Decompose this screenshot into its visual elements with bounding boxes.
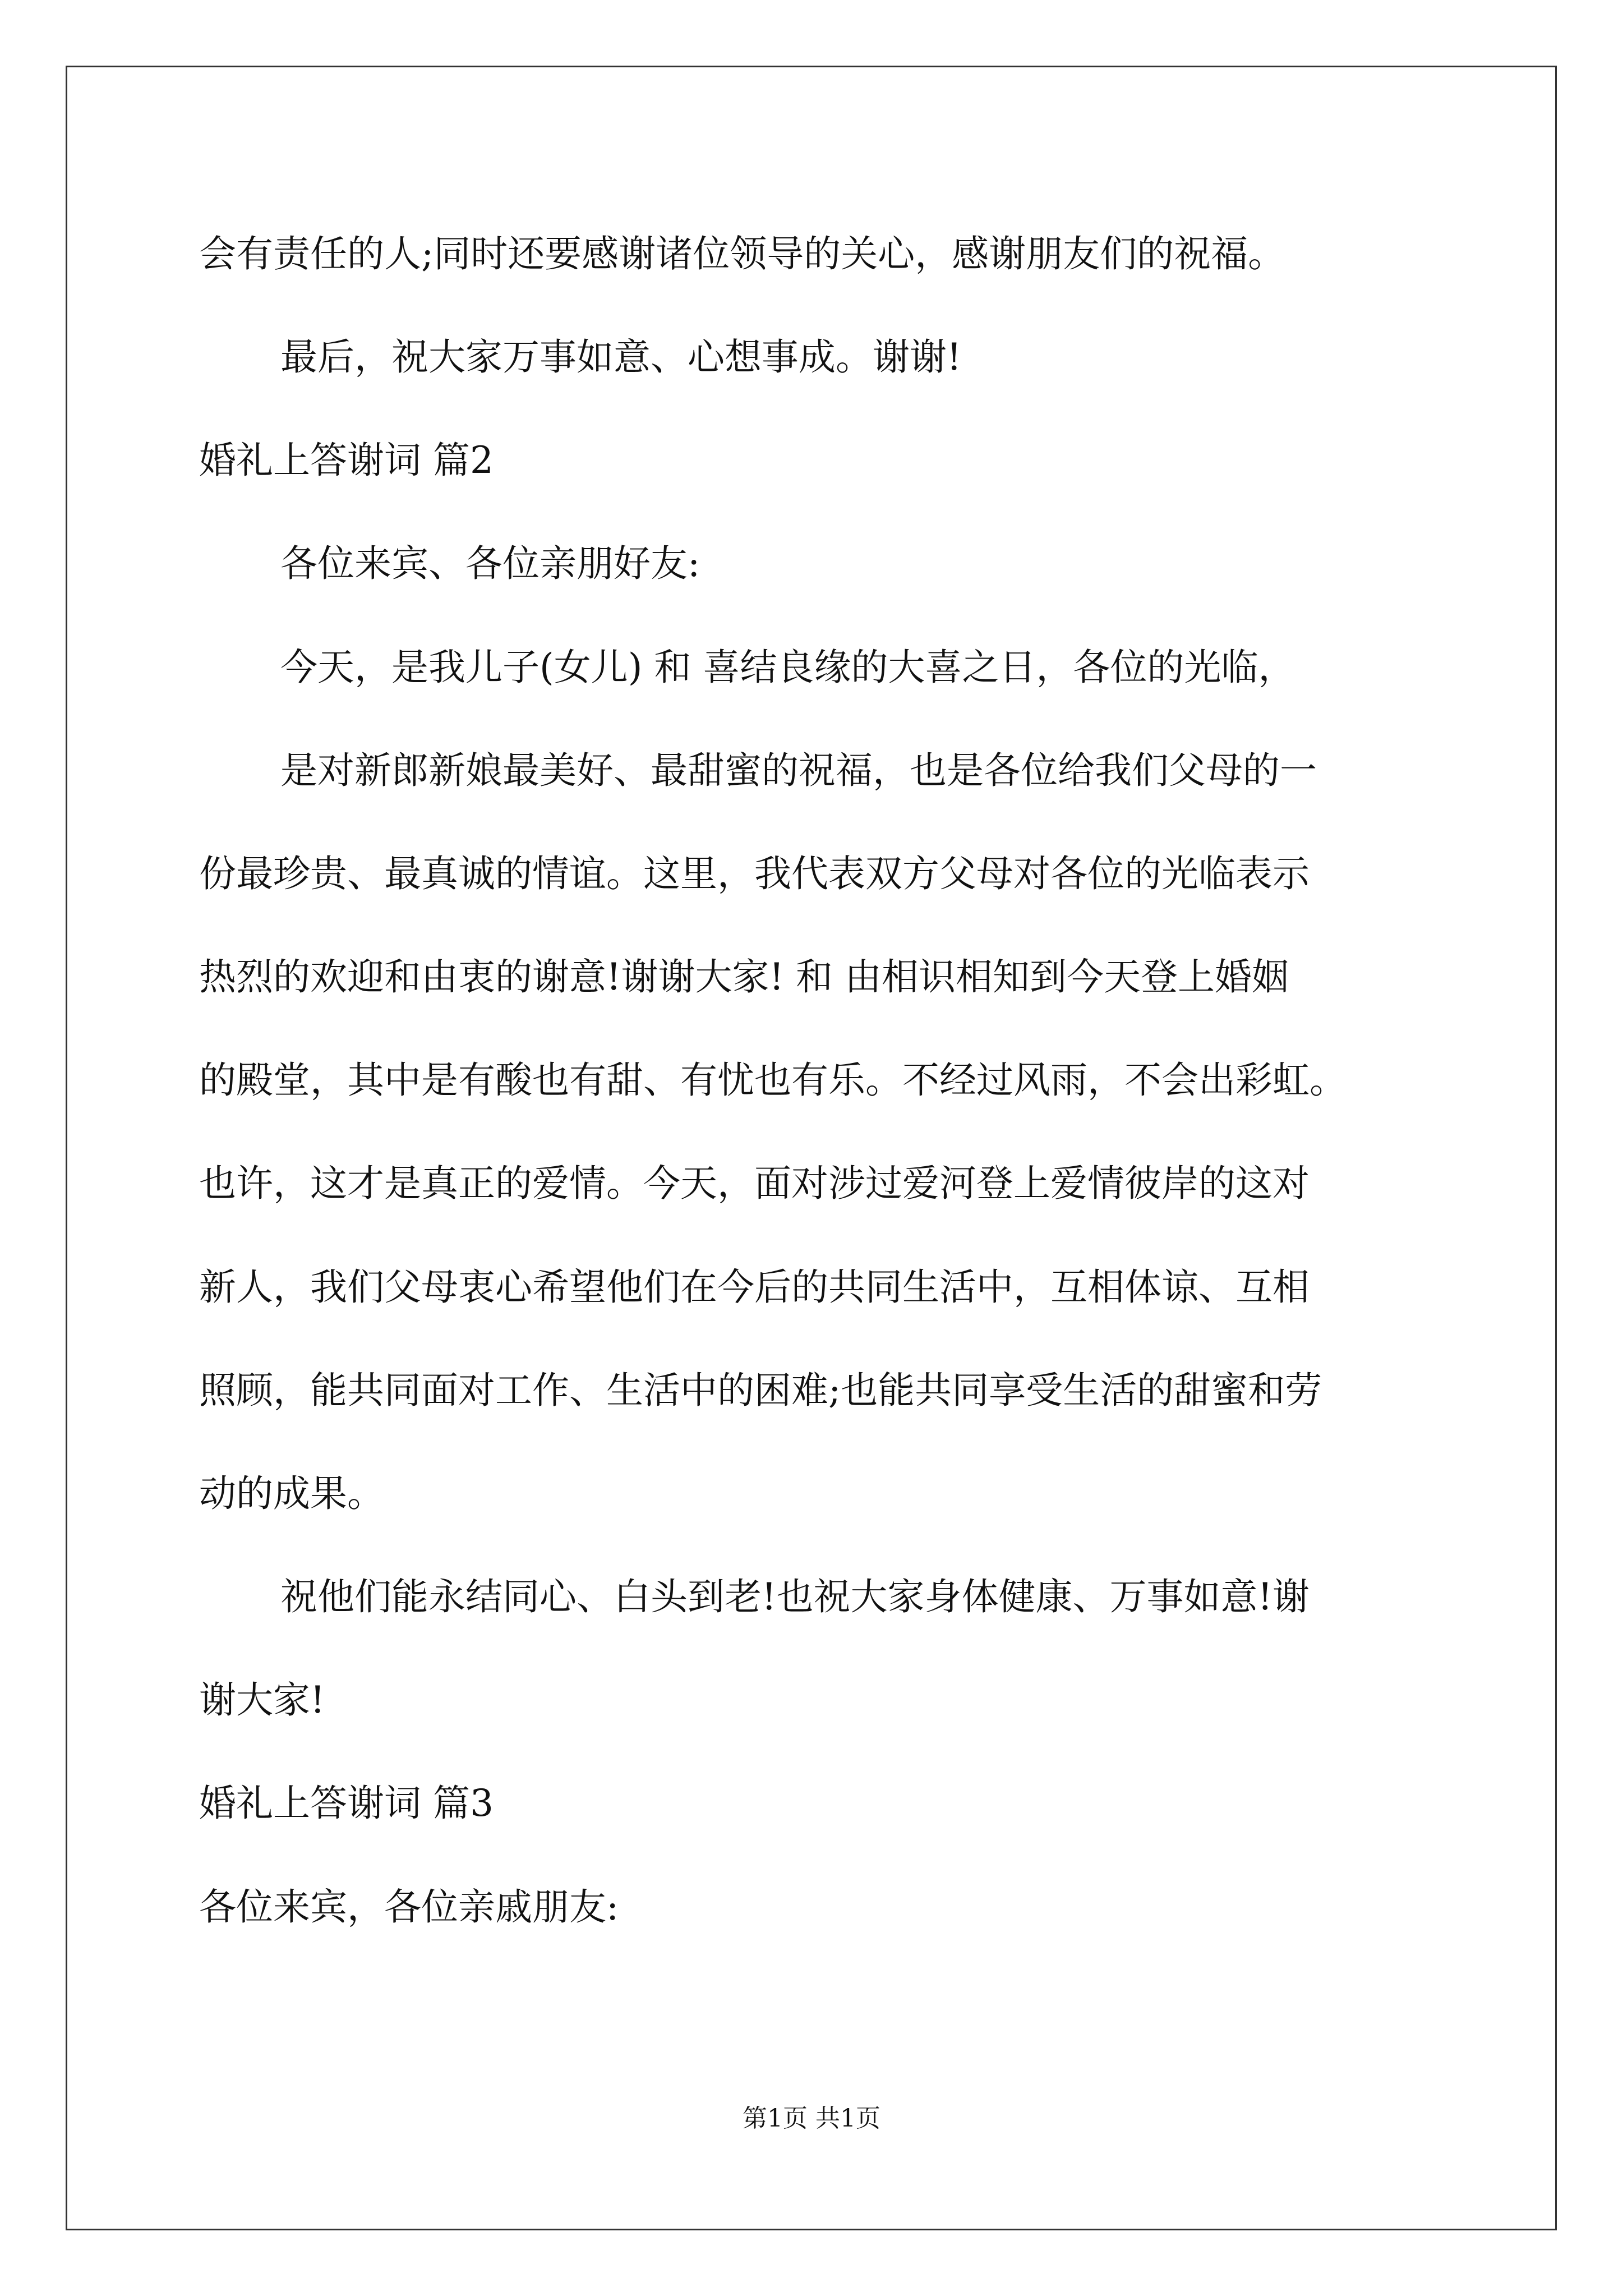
body-line: 动的成果。 (199, 1472, 384, 1515)
body-line: 今天，是我儿子(女儿) 和 喜结良缘的大喜之日，各位的光临， (280, 646, 1295, 689)
salutation: 各位来宾、各位亲朋好友: (280, 542, 700, 585)
section-heading: 婚礼上答谢词 篇2 (199, 439, 494, 482)
body-line: 祝他们能永结同心、白头到老!也祝大家身体健康、万事如意!谢 (280, 1575, 1310, 1618)
body-line: 份最珍贵、最真诚的情谊。这里，我代表双方父母对各位的光临表示 (199, 852, 1310, 895)
body-line: 是对新郎新娘最美好、最甜蜜的祝福，也是各位给我们父母的一 (280, 749, 1317, 792)
body-line: 会有责任的人;同时还要感谢诸位领导的关心，感谢朋友们的祝福。 (199, 232, 1285, 275)
body-line: 照顾，能共同面对工作、生活中的困难;也能共同享受生活的甜蜜和劳 (199, 1369, 1322, 1412)
page-number: 第1页 共1页 (743, 2104, 880, 2133)
body-line: 也许，这才是真正的爱情。今天，面对涉过爱河登上爱情彼岸的这对 (199, 1162, 1310, 1205)
body-line: 谢大家! (199, 1678, 325, 1722)
body-line: 新人，我们父母衷心希望他们在今后的共同生活中，互相体谅、互相 (199, 1266, 1310, 1309)
salutation: 各位来宾，各位亲戚朋友: (199, 1885, 619, 1929)
body-line: 热烈的欢迎和由衷的谢意!谢谢大家! 和 由相识相知到今天登上婚姻 (199, 955, 1289, 999)
section-heading: 婚礼上答谢词 篇3 (199, 1782, 494, 1825)
body-line: 的殿堂，其中是有酸也有甜、有忧也有乐。不经过风雨，不会出彩虹。 (199, 1059, 1347, 1102)
body-line: 最后，祝大家万事如意、心想事成。谢谢! (280, 335, 962, 379)
